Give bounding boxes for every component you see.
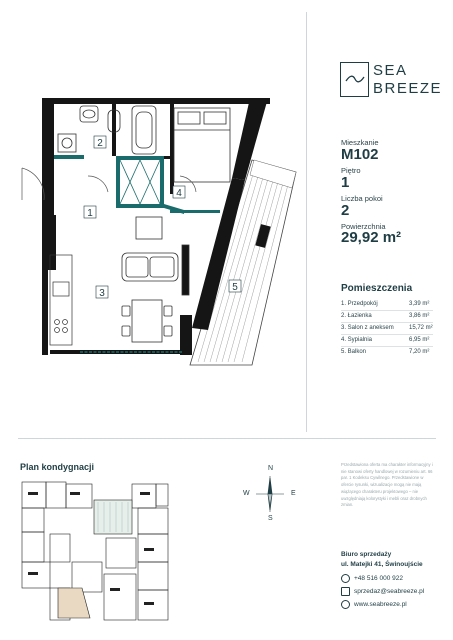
phone-icon — [341, 574, 350, 583]
room-area: 6,95 m² — [409, 337, 430, 343]
area-label: Powierzchnia — [341, 222, 386, 231]
room-row — [341, 301, 433, 307]
compass-e: E — [291, 490, 296, 497]
room-name: 2. Łazienka — [341, 313, 372, 319]
mail-icon — [341, 587, 350, 596]
teal-partitions — [54, 155, 220, 214]
rooms-section-title: Pomieszczenia — [341, 283, 413, 294]
web-contact[interactable] — [341, 600, 407, 609]
room-label-4: 4 — [176, 188, 182, 199]
room-name: 5. Balkon — [341, 349, 367, 355]
floor-value: 1 — [341, 174, 350, 191]
globe-icon — [341, 600, 350, 609]
room-label-1: 1 — [87, 208, 93, 219]
bathroom-fixtures — [58, 106, 156, 154]
brand-line2: BREEZE — [373, 80, 443, 97]
compass-s: S — [268, 515, 273, 522]
room-area: 3,86 m² — [409, 313, 430, 319]
compass-w: W — [243, 490, 250, 497]
room-row — [341, 349, 433, 355]
area-value: 29,92 m² — [341, 229, 402, 246]
row-divider — [341, 334, 433, 335]
room-name: 3. Salon z aneksem — [341, 325, 394, 331]
website: www.seabreeze.pl — [354, 601, 407, 608]
room-area: 7,20 m² — [409, 349, 430, 355]
living-furniture — [122, 217, 189, 342]
room-area: 15,72 m² — [409, 325, 433, 331]
phone-contact[interactable] — [341, 574, 403, 583]
apartment-value: M102 — [341, 146, 379, 163]
room-row — [341, 325, 433, 331]
balcony-deck — [190, 160, 296, 365]
wave-logo-icon — [340, 62, 369, 97]
room-row — [341, 337, 433, 343]
room-label-5: 5 — [232, 282, 238, 293]
row-divider — [341, 310, 433, 311]
room-row — [341, 313, 433, 319]
rooms-value: 2 — [341, 202, 350, 219]
office-title: Biuro sprzedaży — [341, 551, 392, 558]
floor-label: Piętro — [341, 166, 361, 175]
unit-highlight — [58, 588, 90, 618]
room-label-2: 2 — [97, 138, 103, 149]
phone-number: +48 516 000 922 — [354, 575, 403, 582]
compass-rose-icon — [254, 474, 286, 514]
row-divider — [341, 322, 433, 323]
row-divider — [341, 346, 433, 347]
email-address: sprzedaz@seabreeze.pl — [354, 588, 425, 595]
room-label-3: 3 — [99, 288, 105, 299]
disclaimer-text: Przedstawiona oferta ma charakter informacyjny i nie stanowi oferty handlowej w rozumieniu art. 66 par. 1 Kodeksu Cywilnego. Przedstawione w ofercie rysunki, wizualizacje mogą nie mają wiążącego charakteru projektowego – nie uwzględniają kolorystyki i mebli oraz drobnych zmian. — [341, 462, 433, 508]
office-address: ul. Matejki 41, Świnoujście — [341, 561, 423, 568]
apartment-label: Mieszkanie — [341, 138, 379, 147]
floor-plan-title: Plan kondygnacji — [20, 462, 95, 472]
compass-n: N — [268, 465, 274, 472]
room-name: 1. Przedpokój — [341, 301, 378, 307]
email-contact[interactable] — [341, 587, 424, 596]
bed — [174, 108, 230, 182]
room-name: 4. Sypialnia — [341, 337, 373, 343]
room-area: 3,39 m² — [409, 301, 430, 307]
vertical-divider — [306, 12, 307, 432]
brand-line1: SEA — [373, 62, 408, 79]
apartment-plan — [20, 60, 300, 380]
floor-overview-map — [20, 478, 170, 623]
rooms-label: Liczba pokoi — [341, 194, 383, 203]
horizontal-divider — [18, 438, 436, 439]
seabreeze-logo — [340, 62, 443, 98]
